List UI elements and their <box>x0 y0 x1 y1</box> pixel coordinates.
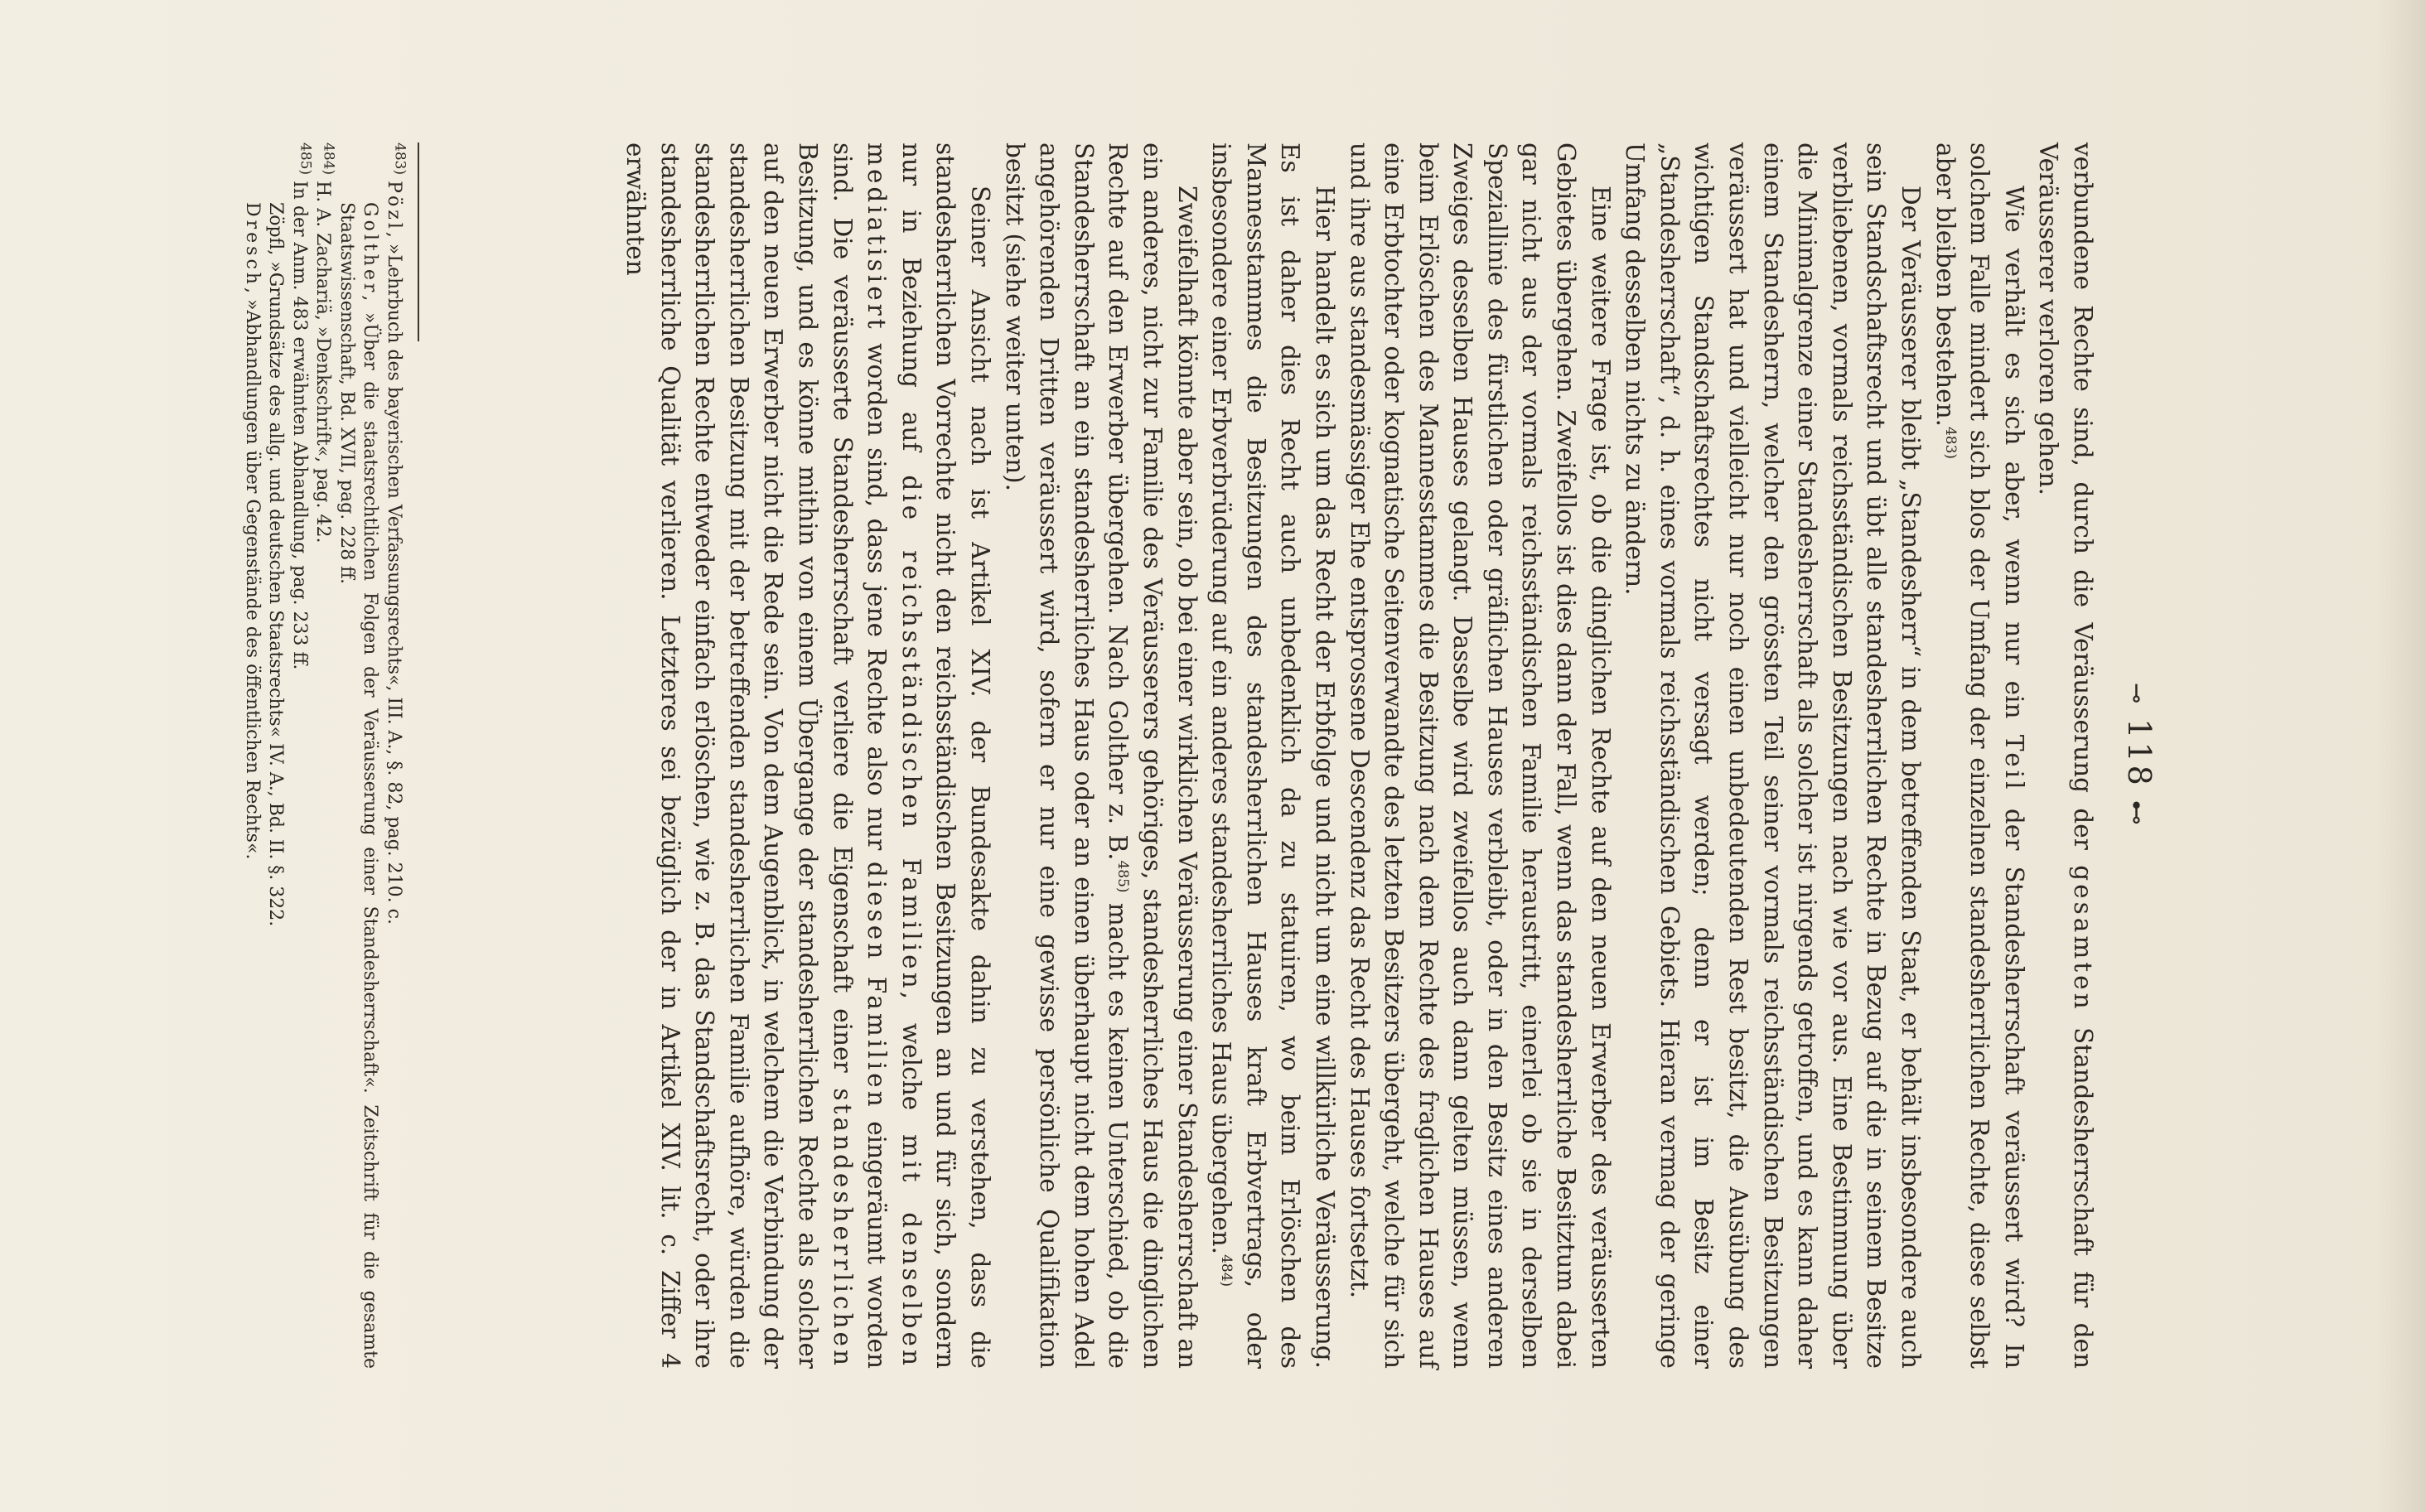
footnote-divider <box>418 143 419 341</box>
footnote-485: $^{485)}$ In der Anm. 483 erwähnten Abhandlung, pag. 233 ff. <box>289 143 314 670</box>
spaced-emphasis: die reichsständischen Familien <box>896 475 925 992</box>
footnote-483: $^{483)}$ Pözl, »Lehrbuch des bayerischen Verfassungsrechts«, III. A., §. 82, pag. 210. c. <box>384 143 408 925</box>
paragraph-4: Eine weitere Frage ist, ob die dinglichen Rechte auf den neuen Erwerber des veräusserten Gebietes übergehen. Zweifellos ist dies dann der Fall, wenn das standesherrliche Besitztum dabei gar nicht aus der vormals reichsständischen Familie heraustritt, einerlei ob sie in derselben Speziallinie des fürstlichen oder gräflichen Hauses verbleibt, oder in den Besitz eines anderen Zweiges desselben Hauses gelangt. Dasselbe wird zweifellos auch dann gelten müssen, wenn beim Erlöschen des Mannesstammes die Besitzung nach dem Rechte des fraglichen Hauses auf eine Erbtochter oder kognatische Seitenverwandte des letzten Besitzers übergeht, welche für sich und ihre aus standesmässiger Ehe entsprossene Descendenz das Recht des Hauses fortsetzt. <box>1345 143 1615 1369</box>
footnote-ref-483: 483) <box>1941 426 1959 460</box>
paragraph-7: Seiner Ansicht nach ist Artikel XIV. der Bundesakte dahin zu verstehen, dass die standesherrlichen Vorrechte nicht den reichsständischen Besitzungen an und für sich, sondern nur in Beziehung auf die reichsständischen Familien, welche mit denselben mediatisiert worden sind, dass jene Rechte also nur diesen Familien eingeräumt worden sind. Die veräusserte Standesherrschaft verliere die Eigenschaft einer standesherrlichen Besitzung, und es könne mithin von einem Übergange der standesherrlichen Rechte als solcher auf den neuen Erwerber nicht die Rede sein. Von dem Augenblick, in welchem die Verbindung der standesherrlichen Besitzung mit der betreffenden standesherrlichen Familie aufhöre, würden die standesherrlichen Rechte entweder einfach erlöschen, wie z. B. das Standschaftsrecht, oder ihre standesherrliche Qualität verlieren. Letzteres sei bezüglich der in Artikel XIV. lit. c. Ziffer 4 erwähnten <box>621 143 994 1369</box>
footnote-484: $^{484)}$ H. A. Zachariä, »Denkschrift«, pag. 42. <box>312 143 337 543</box>
paragraph-6: Zweifelhaft könnte aber sein, ob bei einer wirklichen Veräusserung einer Standesherrschaft an ein anderes, nicht zur Familie des Veräusserers gehöriges, standesherrliches Haus die dinglichen Rechte auf den Erwerber übergehen. Nach Golther z. B.$^{485)}$ macht es keinen Unterschied, ob die Standesherrschaft an ein standesherrliches Haus oder an einen überhaupt nicht dem hohen Adel angehörenden Dritten veräussert wird, sofern er nur eine gewisse persönliche Qualifikation besitzt (siehe weiter unten). <box>1000 143 1201 1369</box>
rotated-page-content <box>152 76 2274 1435</box>
body-text <box>617 143 2100 1369</box>
footnote-ref-485: 485) <box>1114 860 1132 893</box>
spaced-emphasis: diesen Familien <box>863 861 892 1110</box>
page-header <box>2121 76 2158 1435</box>
footnote-ref-484: 484) <box>1217 1254 1235 1287</box>
footnote-485-line-3: Dresch, »Abhandlungen über Gegenstände des öffentlichen Rechts«. <box>242 202 263 860</box>
spaced-emphasis: Teil <box>1999 734 2028 793</box>
page-number: 118 <box>2121 718 2158 789</box>
paragraph-5: Hier handelt es sich um das Recht der Erbfolge und nicht um eine willkürliche Veräusserung. Es ist daher dies Recht auch unbedenklich da zu statuiren, wo beim Erlöschen des Mannesstammes die Besitzungen des standesherrlichen Hauses kraft Erbvertrags, oder insbesondere einer Erbverbrüderung auf ein anderes standesherrliches Haus übergehen.$^{484)}$ <box>1207 143 1339 1369</box>
page-edge-shadow <box>2376 0 2426 1512</box>
spaced-emphasis: mit denselben mediatisiert <box>863 143 925 1369</box>
footnote-483-continued: Golther, »Über die staatsrechtlichen Folgen der Veräusserung einer Standesherrschaft«. Zeitschrift für die gesamte Staatswissenschaft, Bd. XVII, pag. 228 ff. <box>336 202 381 1369</box>
paragraph-3: Der Veräusserer bleibt „Standesherr“ in dem betreffenden Staat, er behält insbesondere auch sein Standschaftsrecht und übt alle standesherrlichen Rechte in Bezug auf die in seinem Besitze verbliebenen, vormals reichsständischen Besitzungen nach wie vor aus. Eine Bestimmung über die Minimalgrenze einer Standesherrschaft als solcher ist nirgends getroffen, und es kann daher einem Standesherrn, welcher den grössten Teil seiner vormals reichsständischen Besitzungen veräussert hat und vielleicht nur noch einen unbedeutenden Rest besitzt, die Ausübung des wichtigen Standschaftsrechtes nicht versagt werden; denn er ist im Besitz einer „Standesherrschaft“, d. h. eines vormals reichsständischen Gebiets. Hieran vermag der geringe Umfang desselben nichts zu ändern. <box>1621 143 1926 1369</box>
paragraph-2: Wie verhält es sich aber, wenn nur ein Teil der Standesherrschaft veräussert wird? In solchem Falle mindert sich blos der Umfang der einzelnen standesherrlichen Rechte, diese selbst aber bleiben bestehen.$^{483)}$ <box>1931 143 2028 1369</box>
ornament-right-icon: ⊷ <box>2122 799 2151 828</box>
spaced-emphasis: gesamten <box>2069 865 2097 1012</box>
ornament-left-icon: ⊸ <box>2122 683 2151 708</box>
spaced-emphasis: standesherrlichen <box>828 1088 857 1369</box>
paragraph-1: verbundene Rechte sind, durch die Veräusserung der gesamten Standesherrschaft für den Veräusserer verloren gehen. <box>2034 143 2097 1369</box>
footnotes <box>240 143 406 1369</box>
footnote-485-line-2: Zöpfl, »Grundsätze des allg. und deutschen Staatsrechts« IV. A., Bd. II. §. 322. <box>265 202 287 927</box>
